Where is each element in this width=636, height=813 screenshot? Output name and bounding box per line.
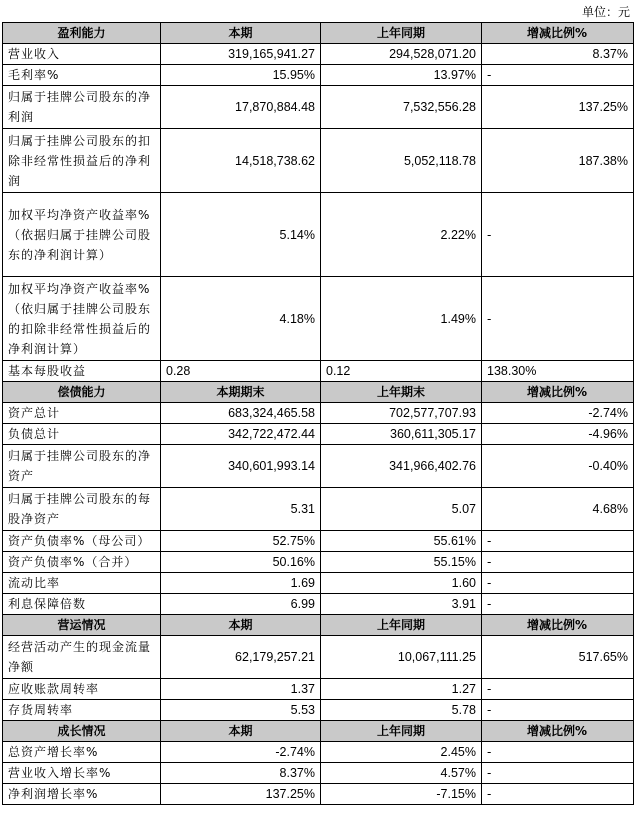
current-value: 342,722,472.44 — [161, 424, 321, 445]
prior-value: 702,577,707.93 — [321, 403, 482, 424]
row-label: 资产负债率%（合并） — [3, 552, 161, 573]
table-row — [3, 784, 634, 805]
change-value: 4.68% — [482, 488, 634, 531]
table-row — [3, 552, 634, 573]
header-cell: 本期 — [161, 721, 321, 742]
change-value: - — [482, 573, 634, 594]
current-value: 62,179,257.21 — [161, 636, 321, 679]
header-cell: 本期 — [161, 23, 321, 44]
change-value: 8.37% — [482, 44, 634, 65]
header-cell: 上年期末 — [321, 382, 482, 403]
table-row — [3, 361, 634, 382]
change-value: - — [482, 700, 634, 721]
table-row — [3, 700, 634, 721]
table-row — [3, 531, 634, 552]
table-row — [3, 86, 634, 129]
table-row — [3, 636, 634, 679]
table-row — [3, 44, 634, 65]
change-value: 517.65% — [482, 636, 634, 679]
row-label: 营业收入增长率% — [3, 763, 161, 784]
table-row — [3, 763, 634, 784]
current-value: 5.31 — [161, 488, 321, 531]
row-label: 归属于挂牌公司股东的每股净资产 — [3, 488, 161, 531]
section-header-solvency — [3, 382, 634, 403]
prior-value: 2.45% — [321, 742, 482, 763]
header-cell: 本期 — [161, 615, 321, 636]
table-row — [3, 424, 634, 445]
change-value: 187.38% — [482, 129, 634, 193]
header-cell: 增减比例% — [482, 615, 634, 636]
row-label: 加权平均净资产收益率%（依归属于挂牌公司股东的扣除非经常性损益后的净利润计算） — [3, 277, 161, 361]
row-label: 应收账款周转率 — [3, 679, 161, 700]
current-value: 15.95% — [161, 65, 321, 86]
current-value: 5.53 — [161, 700, 321, 721]
section-header-profit — [3, 23, 634, 44]
row-label: 总资产增长率% — [3, 742, 161, 763]
financial-indicators-table — [2, 22, 634, 805]
header-cell: 增减比例% — [482, 721, 634, 742]
change-value: -0.40% — [482, 445, 634, 488]
row-label: 基本每股收益 — [3, 361, 161, 382]
prior-value: 1.49% — [321, 277, 482, 361]
change-value: 137.25% — [482, 86, 634, 129]
row-label: 归属于挂牌公司股东的扣除非经常性损益后的净利润 — [3, 129, 161, 193]
table-row — [3, 403, 634, 424]
header-cell: 上年同期 — [321, 721, 482, 742]
current-value: 0.28 — [161, 361, 321, 382]
change-value: - — [482, 531, 634, 552]
prior-value: 4.57% — [321, 763, 482, 784]
row-label: 资产负债率%（母公司） — [3, 531, 161, 552]
header-cell: 增减比例% — [482, 23, 634, 44]
row-label: 存货周转率 — [3, 700, 161, 721]
table-row — [3, 445, 634, 488]
current-value: 50.16% — [161, 552, 321, 573]
row-label: 资产总计 — [3, 403, 161, 424]
table-row — [3, 679, 634, 700]
table-row — [3, 277, 634, 361]
prior-value: 5.07 — [321, 488, 482, 531]
current-value: 52.75% — [161, 531, 321, 552]
prior-value: -7.15% — [321, 784, 482, 805]
table-row — [3, 65, 634, 86]
current-value: 137.25% — [161, 784, 321, 805]
row-label: 归属于挂牌公司股东的净资产 — [3, 445, 161, 488]
prior-value: 2.22% — [321, 193, 482, 277]
prior-value: 55.61% — [321, 531, 482, 552]
current-value: 319,165,941.27 — [161, 44, 321, 65]
current-value: 8.37% — [161, 763, 321, 784]
table-row — [3, 488, 634, 531]
header-cell: 盈利能力 — [3, 23, 161, 44]
current-value: 5.14% — [161, 193, 321, 277]
current-value: -2.74% — [161, 742, 321, 763]
change-value: - — [482, 742, 634, 763]
prior-value: 341,966,402.76 — [321, 445, 482, 488]
header-cell: 上年同期 — [321, 615, 482, 636]
change-value: - — [482, 784, 634, 805]
row-label: 流动比率 — [3, 573, 161, 594]
change-value: - — [482, 679, 634, 700]
change-value: - — [482, 277, 634, 361]
change-value: -4.96% — [482, 424, 634, 445]
prior-value: 1.60 — [321, 573, 482, 594]
prior-value: 0.12 — [321, 361, 482, 382]
prior-value: 10,067,111.25 — [321, 636, 482, 679]
section-header-growth — [3, 721, 634, 742]
prior-value: 13.97% — [321, 65, 482, 86]
header-cell: 增减比例% — [482, 382, 634, 403]
table-row — [3, 594, 634, 615]
prior-value: 55.15% — [321, 552, 482, 573]
current-value: 1.37 — [161, 679, 321, 700]
row-label: 负债总计 — [3, 424, 161, 445]
change-value: 138.30% — [482, 361, 634, 382]
row-label: 加权平均净资产收益率%（依据归属于挂牌公司股东的净利润计算） — [3, 193, 161, 277]
prior-value: 5,052,118.78 — [321, 129, 482, 193]
table-row — [3, 573, 634, 594]
prior-value: 294,528,071.20 — [321, 44, 482, 65]
prior-value: 5.78 — [321, 700, 482, 721]
row-label: 毛利率% — [3, 65, 161, 86]
unit-label: 单位：元 — [581, 5, 630, 19]
row-label: 利息保障倍数 — [3, 594, 161, 615]
table-row — [3, 193, 634, 277]
table-row — [3, 742, 634, 763]
header-cell: 成长情况 — [3, 721, 161, 742]
row-label: 经营活动产生的现金流量净额 — [3, 636, 161, 679]
header-cell: 上年同期 — [321, 23, 482, 44]
section-header-operation — [3, 615, 634, 636]
current-value: 340,601,993.14 — [161, 445, 321, 488]
header-cell: 偿债能力 — [3, 382, 161, 403]
header-cell: 本期期末 — [161, 382, 321, 403]
prior-value: 3.91 — [321, 594, 482, 615]
change-value: -2.74% — [482, 403, 634, 424]
prior-value: 7,532,556.28 — [321, 86, 482, 129]
change-value: - — [482, 594, 634, 615]
current-value: 6.99 — [161, 594, 321, 615]
current-value: 17,870,884.48 — [161, 86, 321, 129]
current-value: 4.18% — [161, 277, 321, 361]
current-value: 683,324,465.58 — [161, 403, 321, 424]
current-value: 1.69 — [161, 573, 321, 594]
header-cell: 营运情况 — [3, 615, 161, 636]
row-label: 营业收入 — [3, 44, 161, 65]
change-value: - — [482, 552, 634, 573]
change-value: - — [482, 65, 634, 86]
change-value: - — [482, 193, 634, 277]
table-row — [3, 129, 634, 193]
current-value: 14,518,738.62 — [161, 129, 321, 193]
change-value: - — [482, 763, 634, 784]
prior-value: 360,611,305.17 — [321, 424, 482, 445]
row-label: 净利润增长率% — [3, 784, 161, 805]
prior-value: 1.27 — [321, 679, 482, 700]
row-label: 归属于挂牌公司股东的净利润 — [3, 86, 161, 129]
